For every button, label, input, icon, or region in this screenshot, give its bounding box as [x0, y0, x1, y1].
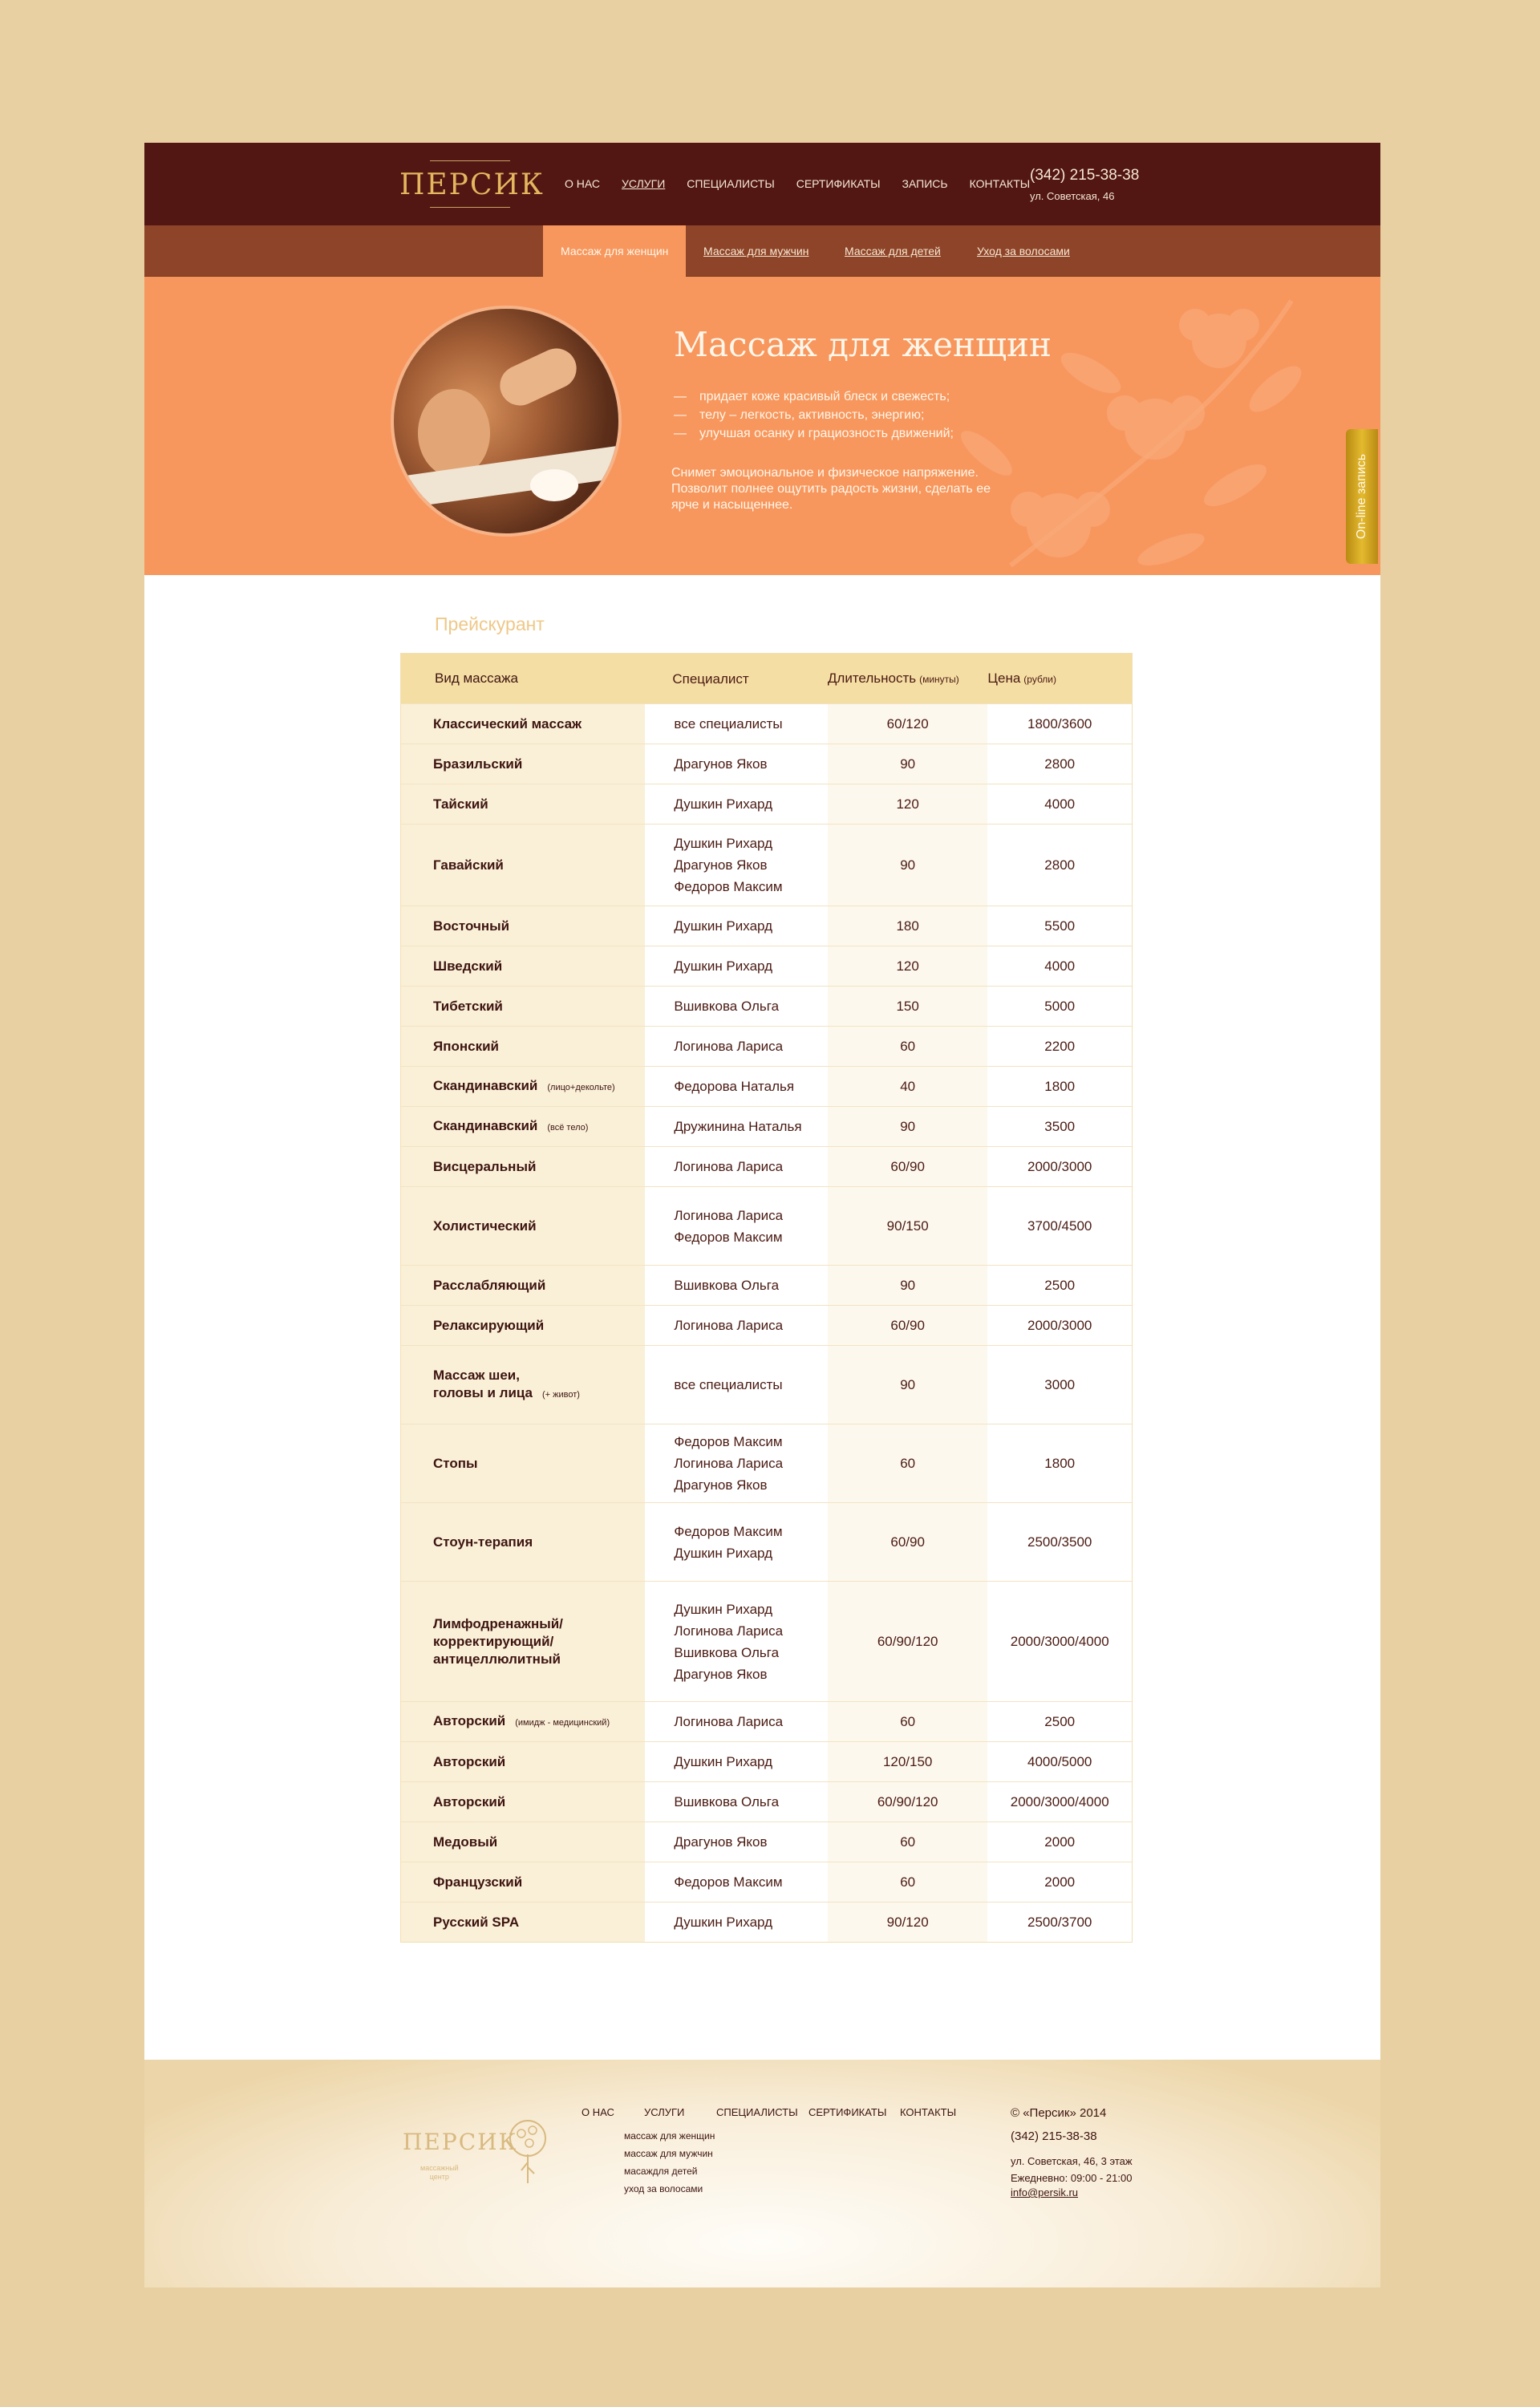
massage-name: Русский SPA [433, 1914, 520, 1930]
table-row [401, 1862, 1132, 1902]
cell-specialist [645, 1067, 828, 1106]
table-row [401, 946, 1132, 986]
cell-specialist [645, 946, 828, 986]
specialist-name[interactable]: Вшивкова Ольга [674, 999, 780, 1014]
table-row [401, 1026, 1132, 1066]
hero-benefits-list [674, 387, 954, 443]
table-row [401, 1265, 1132, 1305]
header-duration-unit: (минуты) [919, 674, 959, 685]
cell-price: 2000/3000/4000 [1010, 1633, 1109, 1649]
massage-name: Гавайский [433, 857, 504, 873]
massage-name: Французский [433, 1874, 523, 1890]
cell-price: 2800 [1044, 756, 1076, 772]
cell-duration: 90 [828, 1346, 988, 1424]
table-row [401, 1781, 1132, 1821]
cell-price: 2500/3700 [1027, 1914, 1092, 1930]
cell-massage-type [401, 1503, 645, 1581]
photo-face [418, 389, 490, 477]
cell-price: 3700/4500 [1027, 1218, 1092, 1234]
cell-specialist [645, 825, 828, 906]
footer-nav-link[interactable]: УСЛУГИ [644, 2106, 685, 2118]
cell-price: 3000 [1044, 1376, 1076, 1392]
cell-specialist [645, 1424, 828, 1502]
price-table-body [401, 703, 1132, 1942]
specialist-name[interactable]: Логинова Лариса [674, 1623, 784, 1639]
footer-logo-sub-line: центр [429, 2173, 449, 2181]
header-price [987, 671, 1132, 687]
table-row [401, 1741, 1132, 1781]
cell-massage-type [401, 946, 645, 986]
hero-title: Массаж для женщин [674, 325, 1052, 364]
header-duration-label: Длительность [827, 671, 917, 686]
cell-price: 2000/3000 [1027, 1317, 1092, 1333]
cell-duration: 60/90/120 [828, 1582, 988, 1701]
massage-name: Расслабляющий [433, 1277, 546, 1293]
cell-price: 2500 [1044, 1277, 1076, 1293]
footer-service-link[interactable]: массаж для мужчин [624, 2148, 713, 2159]
specialist-name[interactable]: Федоров Максим [674, 1434, 783, 1449]
cell-duration: 40 [828, 1067, 988, 1106]
nav-link[interactable]: ЗАПИСЬ [902, 177, 948, 190]
cell-price: 2000/3000/4000 [1010, 1793, 1109, 1809]
cell-massage-type [401, 1306, 645, 1345]
footer-nav-link[interactable]: СПЕЦИАЛИСТЫ [716, 2106, 798, 2118]
specialist-name[interactable]: Душкин Рихард [674, 1545, 773, 1561]
table-row [401, 1821, 1132, 1862]
cell-duration: 90 [828, 1107, 988, 1146]
specialist-name[interactable]: Логинова Лариса [674, 1456, 784, 1471]
massage-name: корректирующий/ [433, 1633, 554, 1649]
cell-specialist [645, 987, 828, 1026]
cell-price: 1800/3600 [1027, 715, 1092, 731]
massage-name: Релаксирующий [433, 1317, 545, 1333]
massage-name: Восточный [433, 918, 510, 934]
cell-duration: 90/120 [828, 1903, 988, 1942]
cell-massage-type [401, 1782, 645, 1821]
price-table-header [401, 654, 1132, 703]
specialist-name[interactable]: Федоров Максим [674, 1229, 783, 1245]
table-row [401, 1701, 1132, 1741]
cell-massage-type [401, 704, 645, 744]
massage-name: Холистический [433, 1218, 537, 1234]
online-booking-tab[interactable] [1346, 429, 1378, 564]
footer-hours: Ежедневно: 09:00 - 21:00 [1011, 2172, 1133, 2184]
cell-specialist [645, 1306, 828, 1345]
footer-phone: (342) 215-38-38 [1011, 2129, 1097, 2143]
specialist-name[interactable]: Дружинина Наталья [674, 1119, 802, 1134]
nav-link[interactable]: УСЛУГИ [622, 177, 666, 190]
cell-massage-type [401, 987, 645, 1026]
hero-banner [144, 277, 1380, 575]
specialist-name[interactable]: Душкин Рихард [674, 958, 773, 974]
cell-massage-type [401, 1027, 645, 1066]
hero-photo [391, 306, 622, 537]
cell-duration: 90 [828, 825, 988, 906]
massage-name: Медовый [433, 1834, 498, 1850]
footer-service-link[interactable]: массаж для женщин [624, 2130, 715, 2142]
footer-service-link[interactable]: уход за волосами [624, 2183, 703, 2194]
cell-massage-type [401, 744, 645, 784]
massage-note: (лицо+декольте) [547, 1082, 615, 1092]
cell-duration: 150 [828, 987, 988, 1026]
cell-price: 3500 [1044, 1118, 1076, 1134]
footer-logo-sub [420, 2164, 459, 2182]
massage-note: (имидж - медицинский) [515, 1717, 610, 1728]
header-type: Вид массажа [435, 671, 518, 686]
table-row [401, 1345, 1132, 1424]
nav-link[interactable]: О НАС [565, 177, 601, 190]
cell-specialist [645, 784, 828, 824]
footer-logo-sub-line: массажный [420, 2164, 459, 2172]
massage-name: Массаж шеи, [433, 1367, 520, 1383]
table-row [401, 986, 1132, 1026]
massage-name: Авторский (имидж - медицинский) [433, 1712, 610, 1728]
cell-duration: 60 [828, 1822, 988, 1862]
footer-logo-text: ПЕРСИК [403, 2129, 518, 2155]
specialist-name[interactable]: Душкин Рихард [674, 1601, 773, 1617]
specialist-name[interactable]: Вшивкова Ольга [674, 1644, 780, 1660]
massage-note: (всё тело) [547, 1122, 589, 1133]
cell-specialist [645, 1266, 828, 1305]
specialist-name[interactable]: Логинова Лариса [674, 1714, 784, 1729]
cell-massage-type [401, 1266, 645, 1305]
massage-name: Классический массаж [433, 715, 582, 731]
main-nav [565, 173, 1052, 194]
footer-nav-link[interactable]: КОНТАКТЫ [900, 2106, 957, 2118]
massage-name: Стоун-терапия [433, 1534, 533, 1550]
specialist-name[interactable]: Драгунов Яков [674, 1477, 768, 1493]
cell-price: 2800 [1044, 857, 1076, 873]
footer-address [1011, 2153, 1133, 2186]
cell-specialist [645, 1903, 828, 1942]
cell-massage-type [401, 1742, 645, 1781]
specialist-name[interactable]: Душкин Рихард [674, 1915, 773, 1930]
cell-specialist [645, 1822, 828, 1862]
table-row [401, 1581, 1132, 1701]
specialist-name[interactable]: Логинова Лариса [674, 1159, 784, 1174]
cell-massage-type [401, 1582, 645, 1701]
header-price-unit: (рубли) [1023, 674, 1057, 685]
cell-specialist [645, 1027, 828, 1066]
table-row [401, 784, 1132, 824]
cell-price: 5000 [1044, 998, 1076, 1014]
logo-line-bottom [430, 207, 510, 208]
hero-benefit: — телу – легкость, активность, энергию; [674, 406, 954, 424]
nav-link[interactable]: СЕРТИФИКАТЫ [796, 177, 881, 190]
massage-note: (+ живот) [542, 1389, 580, 1400]
cell-massage-type [401, 784, 645, 824]
table-row [401, 1305, 1132, 1345]
cell-price: 1800 [1044, 1455, 1076, 1471]
footer-contacts [1011, 2106, 1133, 2198]
cell-massage-type [401, 825, 645, 906]
cell-duration: 60/90 [828, 1306, 988, 1345]
cell-duration: 90 [828, 744, 988, 784]
cell-price: 2000 [1044, 1874, 1076, 1890]
massage-name: Лимфодренажный/ [433, 1615, 563, 1631]
specialist-name[interactable]: Логинова Лариса [674, 1039, 784, 1054]
header-address: ул. Советская, 46 [1030, 190, 1115, 202]
header-contacts [1030, 167, 1139, 202]
cell-duration: 60/120 [828, 704, 988, 744]
massage-name: антицеллюлитный [433, 1651, 561, 1667]
cell-duration: 60/90/120 [828, 1782, 988, 1821]
massage-name: Скандинавский (лицо+декольте) [433, 1077, 615, 1093]
specialist-name[interactable]: Драгунов Яков [674, 756, 768, 772]
massage-name: Авторский [433, 1793, 506, 1809]
cell-massage-type [401, 1424, 645, 1502]
cell-specialist [645, 1782, 828, 1821]
specialist-name[interactable]: Федорова Наталья [674, 1079, 795, 1094]
header-specialist: Специалист [672, 671, 749, 687]
cell-massage-type [401, 906, 645, 946]
specialist-name[interactable]: Душкин Рихард [674, 918, 773, 934]
specialist-name[interactable]: все специалисты [674, 716, 783, 731]
price-list-title: Прейскурант [435, 614, 545, 634]
cell-duration: 180 [828, 906, 988, 946]
massage-name: Японский [433, 1038, 500, 1054]
hero-benefit: — придает коже красивый блеск и свежесть; [674, 387, 954, 406]
table-row [401, 1186, 1132, 1265]
specialist-name[interactable]: Драгунов Яков [674, 857, 768, 873]
hero-description [671, 465, 1024, 513]
table-row [401, 1106, 1132, 1146]
footer-address-line: ул. Советская, 46, 3 этаж [1011, 2155, 1133, 2167]
cell-massage-type [401, 1107, 645, 1146]
cell-duration: 60 [828, 1027, 988, 1066]
table-row [401, 906, 1132, 946]
cell-massage-type [401, 1187, 645, 1265]
cell-duration: 120/150 [828, 1742, 988, 1781]
logo-text: ПЕРСИК [399, 168, 545, 201]
cell-massage-type [401, 1346, 645, 1424]
cell-duration: 60/90 [828, 1503, 988, 1581]
cell-duration: 120 [828, 946, 988, 986]
specialist-name[interactable]: все специалисты [674, 1377, 783, 1392]
footer-nav-link[interactable]: О НАС [582, 2106, 614, 2118]
subnav-link[interactable]: Уход за волосами [977, 245, 1070, 257]
cell-specialist [645, 906, 828, 946]
cell-specialist [645, 704, 828, 744]
cell-duration: 60 [828, 1424, 988, 1502]
hero-description-line: Снимет эмоциональное и физическое напряжение. [671, 466, 979, 480]
header-price-label: Цена [987, 671, 1021, 686]
massage-name: Бразильский [433, 756, 523, 772]
specialist-name[interactable]: Душкин Рихард [674, 796, 773, 812]
hero-description-line: ярче и насыщеннее. [671, 498, 793, 512]
cell-specialist [645, 1187, 828, 1265]
photo-flower [530, 469, 578, 501]
logo[interactable] [399, 157, 545, 212]
massage-name: Стопы [433, 1455, 478, 1471]
cell-massage-type [401, 1147, 645, 1186]
subnav-link[interactable]: Массаж для детей [845, 245, 941, 257]
nav-link[interactable]: СПЕЦИАЛИСТЫ [687, 177, 775, 190]
massage-name: головы и лица (+ живот) [433, 1384, 580, 1400]
specialist-name[interactable]: Душкин Рихард [674, 836, 773, 851]
footer-logo[interactable] [403, 2114, 555, 2186]
cell-specialist [645, 1346, 828, 1424]
table-row [401, 1502, 1132, 1581]
specialist-name[interactable]: Вшивкова Ольга [674, 1278, 780, 1293]
footer-nav-link[interactable]: СЕРТИФИКАТЫ [808, 2106, 887, 2118]
cell-specialist [645, 1862, 828, 1902]
photo-hand [493, 342, 583, 412]
subnav-link[interactable]: Массаж для женщин [543, 225, 686, 277]
specialist-name[interactable]: Федоров Максим [674, 1523, 783, 1539]
cell-price: 2000 [1044, 1834, 1076, 1850]
cell-massage-type [401, 1702, 645, 1741]
cell-massage-type [401, 1862, 645, 1902]
cell-price: 1800 [1044, 1078, 1076, 1094]
cell-specialist [645, 1582, 828, 1701]
specialist-name[interactable]: Логинова Лариса [674, 1207, 784, 1223]
logo-line-top [430, 160, 510, 161]
specialist-name[interactable]: Вшивкова Ольга [674, 1794, 780, 1809]
cell-massage-type [401, 1822, 645, 1862]
table-row [401, 1066, 1132, 1106]
footer-services [624, 2127, 715, 2198]
online-booking-label: On-line запись [1355, 453, 1368, 540]
peach-tree-icon [507, 2114, 549, 2186]
table-row [401, 824, 1132, 906]
header-phone: (342) 215-38-38 [1030, 167, 1140, 184]
footer [144, 2060, 1380, 2287]
cell-duration: 90/150 [828, 1187, 988, 1265]
header-duration [828, 671, 988, 687]
footer-email-link[interactable]: info@persik.ru [1011, 2186, 1079, 2198]
table-row [401, 703, 1132, 744]
table-row [401, 744, 1132, 784]
cell-massage-type [401, 1903, 645, 1942]
price-table [400, 653, 1133, 1943]
subnav-link[interactable]: Массаж для мужчин [703, 245, 809, 257]
page [144, 143, 1380, 2287]
footer-service-link[interactable]: масаждля детей [624, 2166, 698, 2177]
massage-name: Скандинавский (всё тело) [433, 1117, 589, 1133]
specialist-name[interactable]: Душкин Рихард [674, 1754, 773, 1769]
header [144, 143, 1380, 225]
cell-price: 4000 [1044, 958, 1076, 974]
specialist-name[interactable]: Логинова Лариса [674, 1318, 784, 1333]
cell-price: 2500 [1044, 1713, 1076, 1729]
cell-price: 5500 [1044, 918, 1076, 934]
copyright: © «Персик» 2014 [1011, 2106, 1107, 2120]
cell-specialist [645, 1107, 828, 1146]
specialist-name[interactable]: Федоров Максим [674, 879, 783, 894]
hero-benefit: — улучшая осанку и грациозность движений; [674, 424, 954, 443]
cell-price: 2200 [1044, 1038, 1076, 1054]
specialist-name[interactable]: Драгунов Яков [674, 1834, 768, 1850]
cell-duration: 90 [828, 1266, 988, 1305]
cell-price: 4000 [1044, 796, 1076, 812]
massage-name: Тибетский [433, 998, 503, 1014]
table-row [401, 1902, 1132, 1942]
specialist-name[interactable]: Федоров Максим [674, 1874, 783, 1890]
cell-massage-type [401, 1067, 645, 1106]
massage-name: Шведский [433, 958, 503, 974]
cell-specialist [645, 1147, 828, 1186]
cell-specialist [645, 1742, 828, 1781]
cell-specialist [645, 1702, 828, 1741]
massage-name: Тайский [433, 796, 488, 812]
massage-name: Висцеральный [433, 1158, 537, 1174]
cell-price: 2500/3500 [1027, 1534, 1092, 1550]
cell-specialist [645, 744, 828, 784]
table-row [401, 1146, 1132, 1186]
cell-duration: 60 [828, 1702, 988, 1741]
cell-duration: 120 [828, 784, 988, 824]
cell-price: 4000/5000 [1027, 1753, 1092, 1769]
cell-duration: 60/90 [828, 1147, 988, 1186]
hero-description-line: Позволит полнее ощутить радость жизни, сделать ее [671, 482, 991, 496]
massage-name: Авторский [433, 1753, 506, 1769]
specialist-name[interactable]: Драгунов Яков [674, 1666, 768, 1682]
sub-nav [144, 225, 1380, 277]
cell-specialist [645, 1503, 828, 1581]
table-row [401, 1424, 1132, 1502]
nav-link[interactable]: КОНТАКТЫ [969, 177, 1031, 190]
cell-duration: 60 [828, 1862, 988, 1902]
cell-price: 2000/3000 [1027, 1158, 1092, 1174]
